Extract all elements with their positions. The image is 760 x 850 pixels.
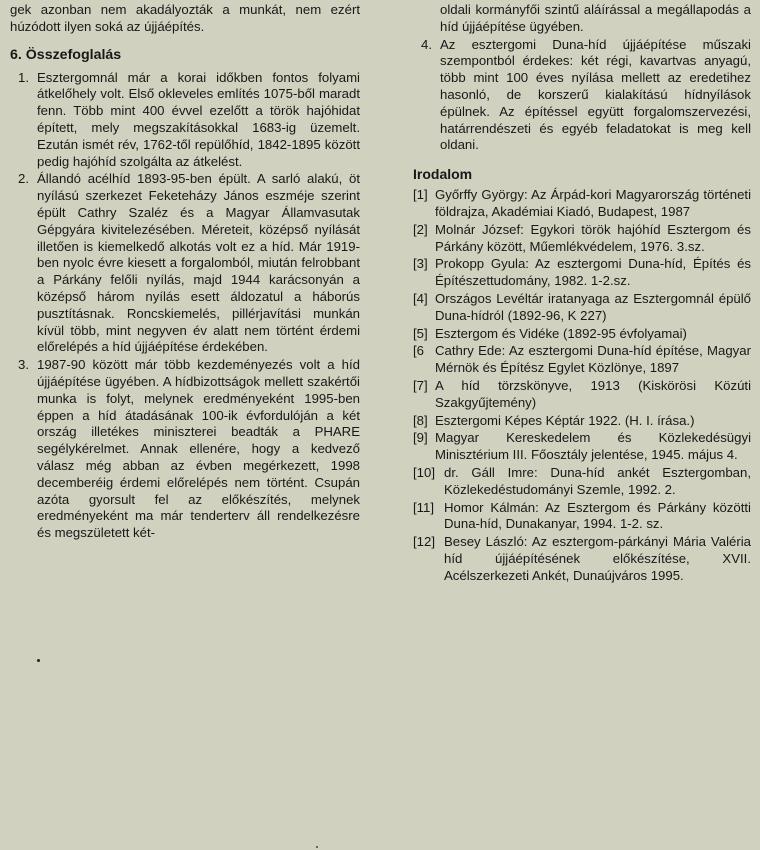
speck-mark xyxy=(316,846,318,848)
reference-text: dr. Gáll Imre: Duna-híd ankét Esztergomban, Közlekedéstudományi Szemle, 1992. 2. xyxy=(444,464,751,497)
reference-number: [3] xyxy=(413,256,428,272)
reference-text: Prokopp Gyula: Az esztergomi Duna-híd, Építés és Építészettudomány, 1982. 1-2.sz. xyxy=(435,256,751,289)
reference-text: Esztergomi Képes Képtár 1922. (H. I. írása.) xyxy=(435,412,695,428)
reference-text: Molnár József: Egykori török hajóhíd Esztergom és Párkány között, Műemlékvédelem, 1976. 3.sz. xyxy=(435,221,751,254)
references-heading: Irodalom xyxy=(413,166,473,183)
reference-item xyxy=(413,343,751,377)
left-column xyxy=(10,2,360,543)
reference-text: A híd törzskönyve, 1913 (Kiskörösi Közúti Szakgyűjtemény) xyxy=(435,377,751,410)
list-item-text: oldali kormányfői szintű aláírással a megállapodás a híd újjáépítése ügyében. xyxy=(440,2,751,34)
list-item-number: 3. xyxy=(18,357,29,373)
list-item-number: 4. xyxy=(421,36,432,52)
reference-text: Cathry Ede: Az esztergomi Duna-híd építése, Magyar Mérnök és Építész Egylet Közlönye, 1897 xyxy=(435,343,751,376)
reference-list xyxy=(413,187,751,584)
list-item xyxy=(10,357,360,542)
list-item xyxy=(10,171,360,356)
reference-item xyxy=(413,187,751,221)
list-item-continuation xyxy=(413,2,751,36)
summary-list xyxy=(10,70,360,542)
reference-item xyxy=(413,465,751,499)
list-item-number: 2. xyxy=(18,171,29,187)
reference-number: [9] xyxy=(413,430,428,446)
right-column xyxy=(413,2,751,586)
reference-number: [4] xyxy=(413,290,428,306)
reference-text: Esztergom és Vidéke (1892-95 évfolyamai) xyxy=(435,325,687,341)
reference-item xyxy=(413,430,751,464)
reference-item xyxy=(413,378,751,412)
reference-item xyxy=(413,500,751,534)
reference-text: Magyar Kereskedelem és Közlekedésügyi Minisztérium III. Főosztály jelentése, 1945. május 4. xyxy=(435,430,751,463)
reference-text: Országos Levéltár iratanyaga az Esztergomnál épülő Duna-hídról (1892-96, K 227) xyxy=(435,290,751,323)
reference-number: [8] xyxy=(413,412,428,428)
reference-number: [11] xyxy=(413,499,435,515)
list-item-text: Állandó acélhíd 1893-95-ben épült. A sarló alakú, öt nyílású szerkezet Feketeházy János eszméje szerint épült Cathry Szaléz és a Magyar Államvasutak Gépgyára kivitelezésében. Méreteit, középső nyílását illetően is kiemelkedő alkotás volt ez a híd. Már 1919-ben nyolc évre kiesett a forgalomból, miután felrobbant a Párkány felőli nyílás, majd 1944 karácsonyán a középső három nyílás esett áldozatul a háborús pusztításnak. Roncskiemelés, pillérjavítási munkán kívül több, mint negyven év alatt nem történt érdemi előrelépés a híd újjáépítése érdekében. xyxy=(37,171,360,355)
reference-item xyxy=(413,222,751,256)
summary-list-continued xyxy=(413,2,751,154)
reference-number: [10] xyxy=(413,464,435,480)
reference-item xyxy=(413,534,751,584)
reference-item xyxy=(413,256,751,290)
reference-text: Besey László: Az esztergom-párkányi Mária Valéria híd újjáépítésének előkészítése, XVII. Acélszerkezeti Ankét, Dunaújváros 1995. xyxy=(444,534,751,583)
reference-item xyxy=(413,291,751,325)
reference-text: Győrffy György: Az Árpád-kori Magyarország történeti földrajza, Akadémiai Kiadó, Budapest, 1987 xyxy=(435,187,751,219)
reference-number: [12] xyxy=(413,534,435,550)
section-heading: 6. Összefoglalás xyxy=(10,46,122,63)
list-item xyxy=(413,37,751,155)
list-item-text: Az esztergomi Duna-híd újjáépítése műszaki szempontból érdekes: két régi, kavartvas anyagú, több mint 100 éves nyílása mellett az eredetihez hasonló, de korszerű kialakítású hídnyílások épülnek. Az építéssel együtt forgalomszervezési, határrendészeti és egyéb feladatokat is meg kell oldani. xyxy=(440,36,751,153)
speck-mark xyxy=(37,659,40,662)
list-item-text: Esztergomnál már a korai időkben fontos folyami átkelőhely volt. Első okleveles említés 1075-ből maradt fenn. Több mint 400 évvel ezelőtt a török hajóhidat épített, mely megszakításokkal 1683-ig üzemelt. Ezután ismét rév, 1762-től repülőhíd, 1842-1895 között pedig hajóhíd szolgálta az átkelést. xyxy=(37,69,360,169)
intro-paragraph: gek azonban nem akadályozták a munkát, nem ezért húzódott ilyen soká az újjáépítés. xyxy=(10,2,360,34)
reference-number: [2] xyxy=(413,221,428,237)
list-item-text: 1987-90 között már több kezdeményezés volt a híd újjáépítése ügyében. A hídbizottságok mellett szakértői munka is folyt, melynek eredményeként 1995-ben éppen a híd átadásának 100-ik évfordulóján a két ország illetékes miniszterei beadták a PHARE segélykérelmet. Annak ellenére, hogy a kedvező válasz még abban az évben megérkezett, 1998 decemberéig érdemi előrelépés nem történt. Csupán azóta gyorsult fel az előkészítés, melynek eredményeként ma már tenderterv áll rendelkezésre és megszületett két- xyxy=(37,357,360,541)
reference-number: [1] xyxy=(413,187,428,203)
reference-item xyxy=(413,326,751,343)
list-item-number: 1. xyxy=(18,69,29,85)
reference-number: [5] xyxy=(413,325,428,341)
reference-number: [6 xyxy=(413,343,424,359)
reference-item xyxy=(413,413,751,430)
reference-text: Homor Kálmán: Az Esztergom és Párkány közötti Duna-híd, Dunakanyar, 1994. 1-2. sz. xyxy=(444,499,751,532)
list-item xyxy=(10,70,360,171)
reference-number: [7] xyxy=(413,377,428,393)
